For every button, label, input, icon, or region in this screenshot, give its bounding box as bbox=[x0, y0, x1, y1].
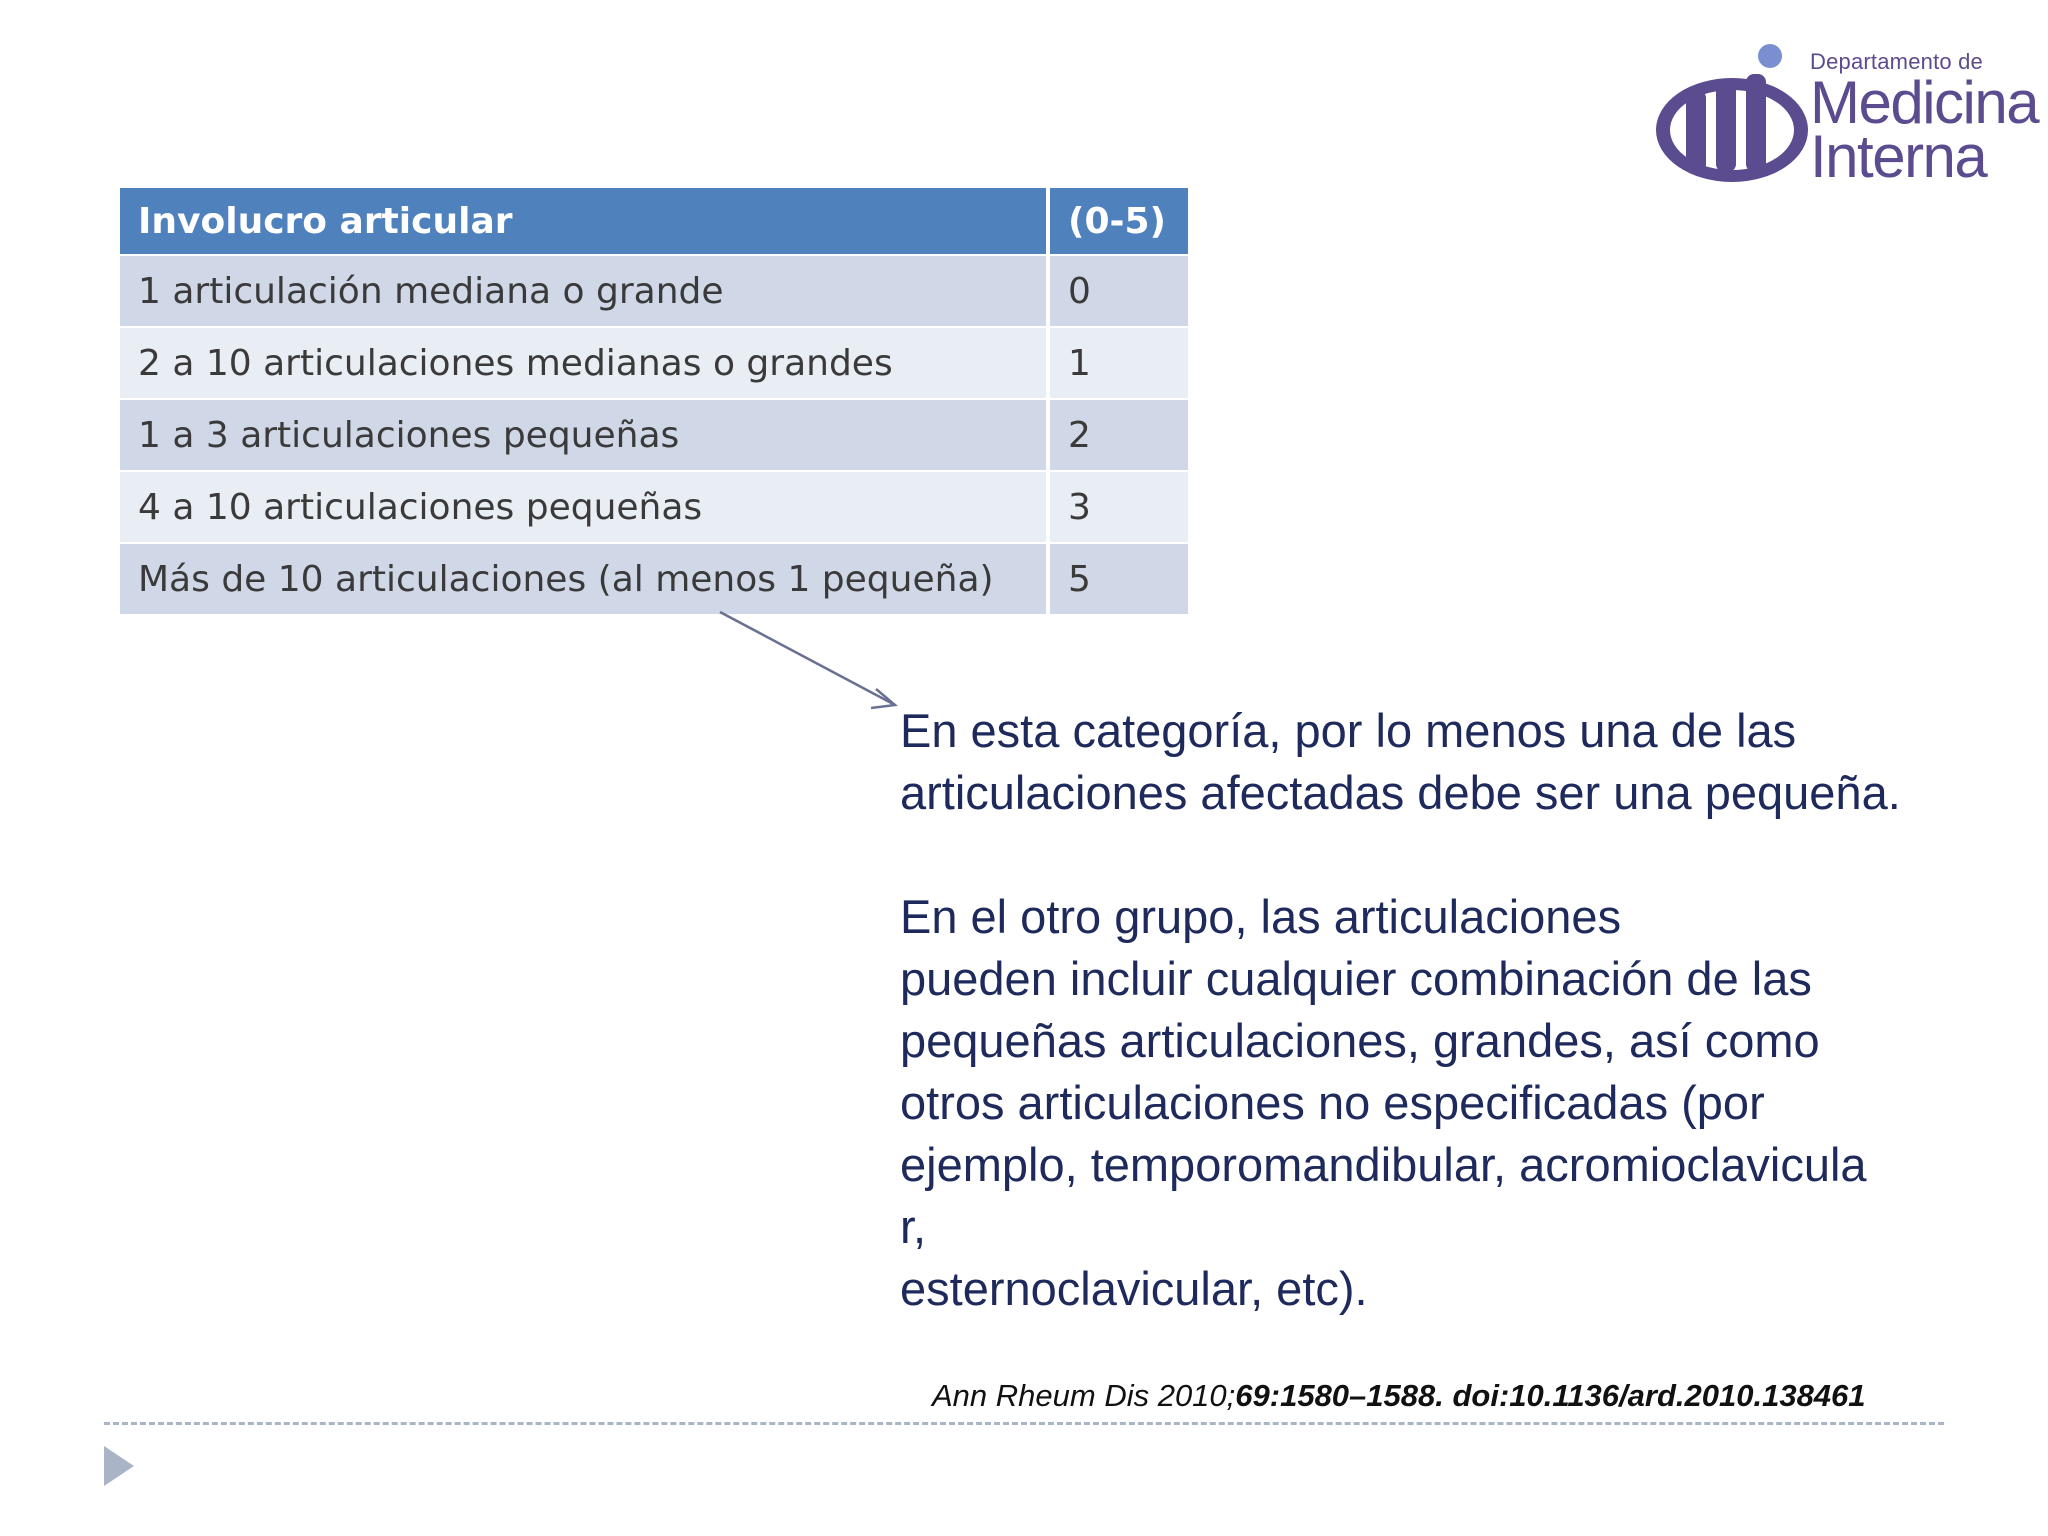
row-score: 2 bbox=[1048, 399, 1188, 471]
department-logo bbox=[1650, 38, 2039, 190]
note-line: r, bbox=[900, 1200, 927, 1253]
explanation-note bbox=[900, 700, 1970, 1320]
citation-bold: 69:1580–1588. doi:10.1136/ard.2010.138461 bbox=[1235, 1378, 1866, 1413]
medicina-interna-logo-icon bbox=[1650, 38, 1820, 188]
note-paragraph-2 bbox=[900, 886, 1970, 1320]
note-line: En el otro grupo, las articulaciones bbox=[900, 890, 1622, 943]
triangle-bullet-icon bbox=[104, 1446, 134, 1486]
note-line: pueden incluir cualquier combinación de las bbox=[900, 952, 1812, 1005]
joint-involvement-table bbox=[120, 188, 1188, 616]
row-label: Más de 10 articulaciones (al menos 1 pequeña) bbox=[120, 543, 1048, 615]
table-row bbox=[120, 399, 1188, 471]
table-row bbox=[120, 543, 1188, 615]
note-line: ejemplo, temporomandibular, acromioclavicula bbox=[900, 1138, 1867, 1191]
row-score: 1 bbox=[1048, 327, 1188, 399]
table-header-score: (0-5) bbox=[1048, 188, 1188, 255]
logo-text bbox=[1810, 48, 2039, 190]
note-line: pequeñas articulaciones, grandes, así como bbox=[900, 1014, 1820, 1067]
row-label: 4 a 10 articulaciones pequeñas bbox=[120, 471, 1048, 543]
logo-line1: Medicina bbox=[1810, 69, 2039, 136]
table-row bbox=[120, 471, 1188, 543]
logo-dept: Departamento de bbox=[1810, 49, 1983, 74]
row-label: 2 a 10 articulaciones medianas o grandes bbox=[120, 327, 1048, 399]
citation bbox=[932, 1378, 1962, 1414]
row-score: 3 bbox=[1048, 471, 1188, 543]
logo-line2: Interna bbox=[1810, 123, 1987, 190]
table-row bbox=[120, 255, 1188, 327]
footer-divider bbox=[104, 1422, 1944, 1425]
note-line: otros articulaciones no especificadas (por bbox=[900, 1076, 1765, 1129]
row-score: 5 bbox=[1048, 543, 1188, 615]
table-header-label: Involucro articular bbox=[120, 188, 1048, 255]
table-header-row bbox=[120, 188, 1188, 255]
row-label: 1 articulación mediana o grande bbox=[120, 255, 1048, 327]
row-score: 0 bbox=[1048, 255, 1188, 327]
row-label: 1 a 3 articulaciones pequeñas bbox=[120, 399, 1048, 471]
note-line: esternoclavicular, etc). bbox=[900, 1262, 1368, 1315]
note-paragraph-1: En esta categoría, por lo menos una de las articulaciones afectadas debe ser una pequeña. bbox=[900, 704, 1901, 819]
table-row bbox=[120, 327, 1188, 399]
citation-prefix: Ann Rheum Dis 2010; bbox=[932, 1378, 1236, 1413]
